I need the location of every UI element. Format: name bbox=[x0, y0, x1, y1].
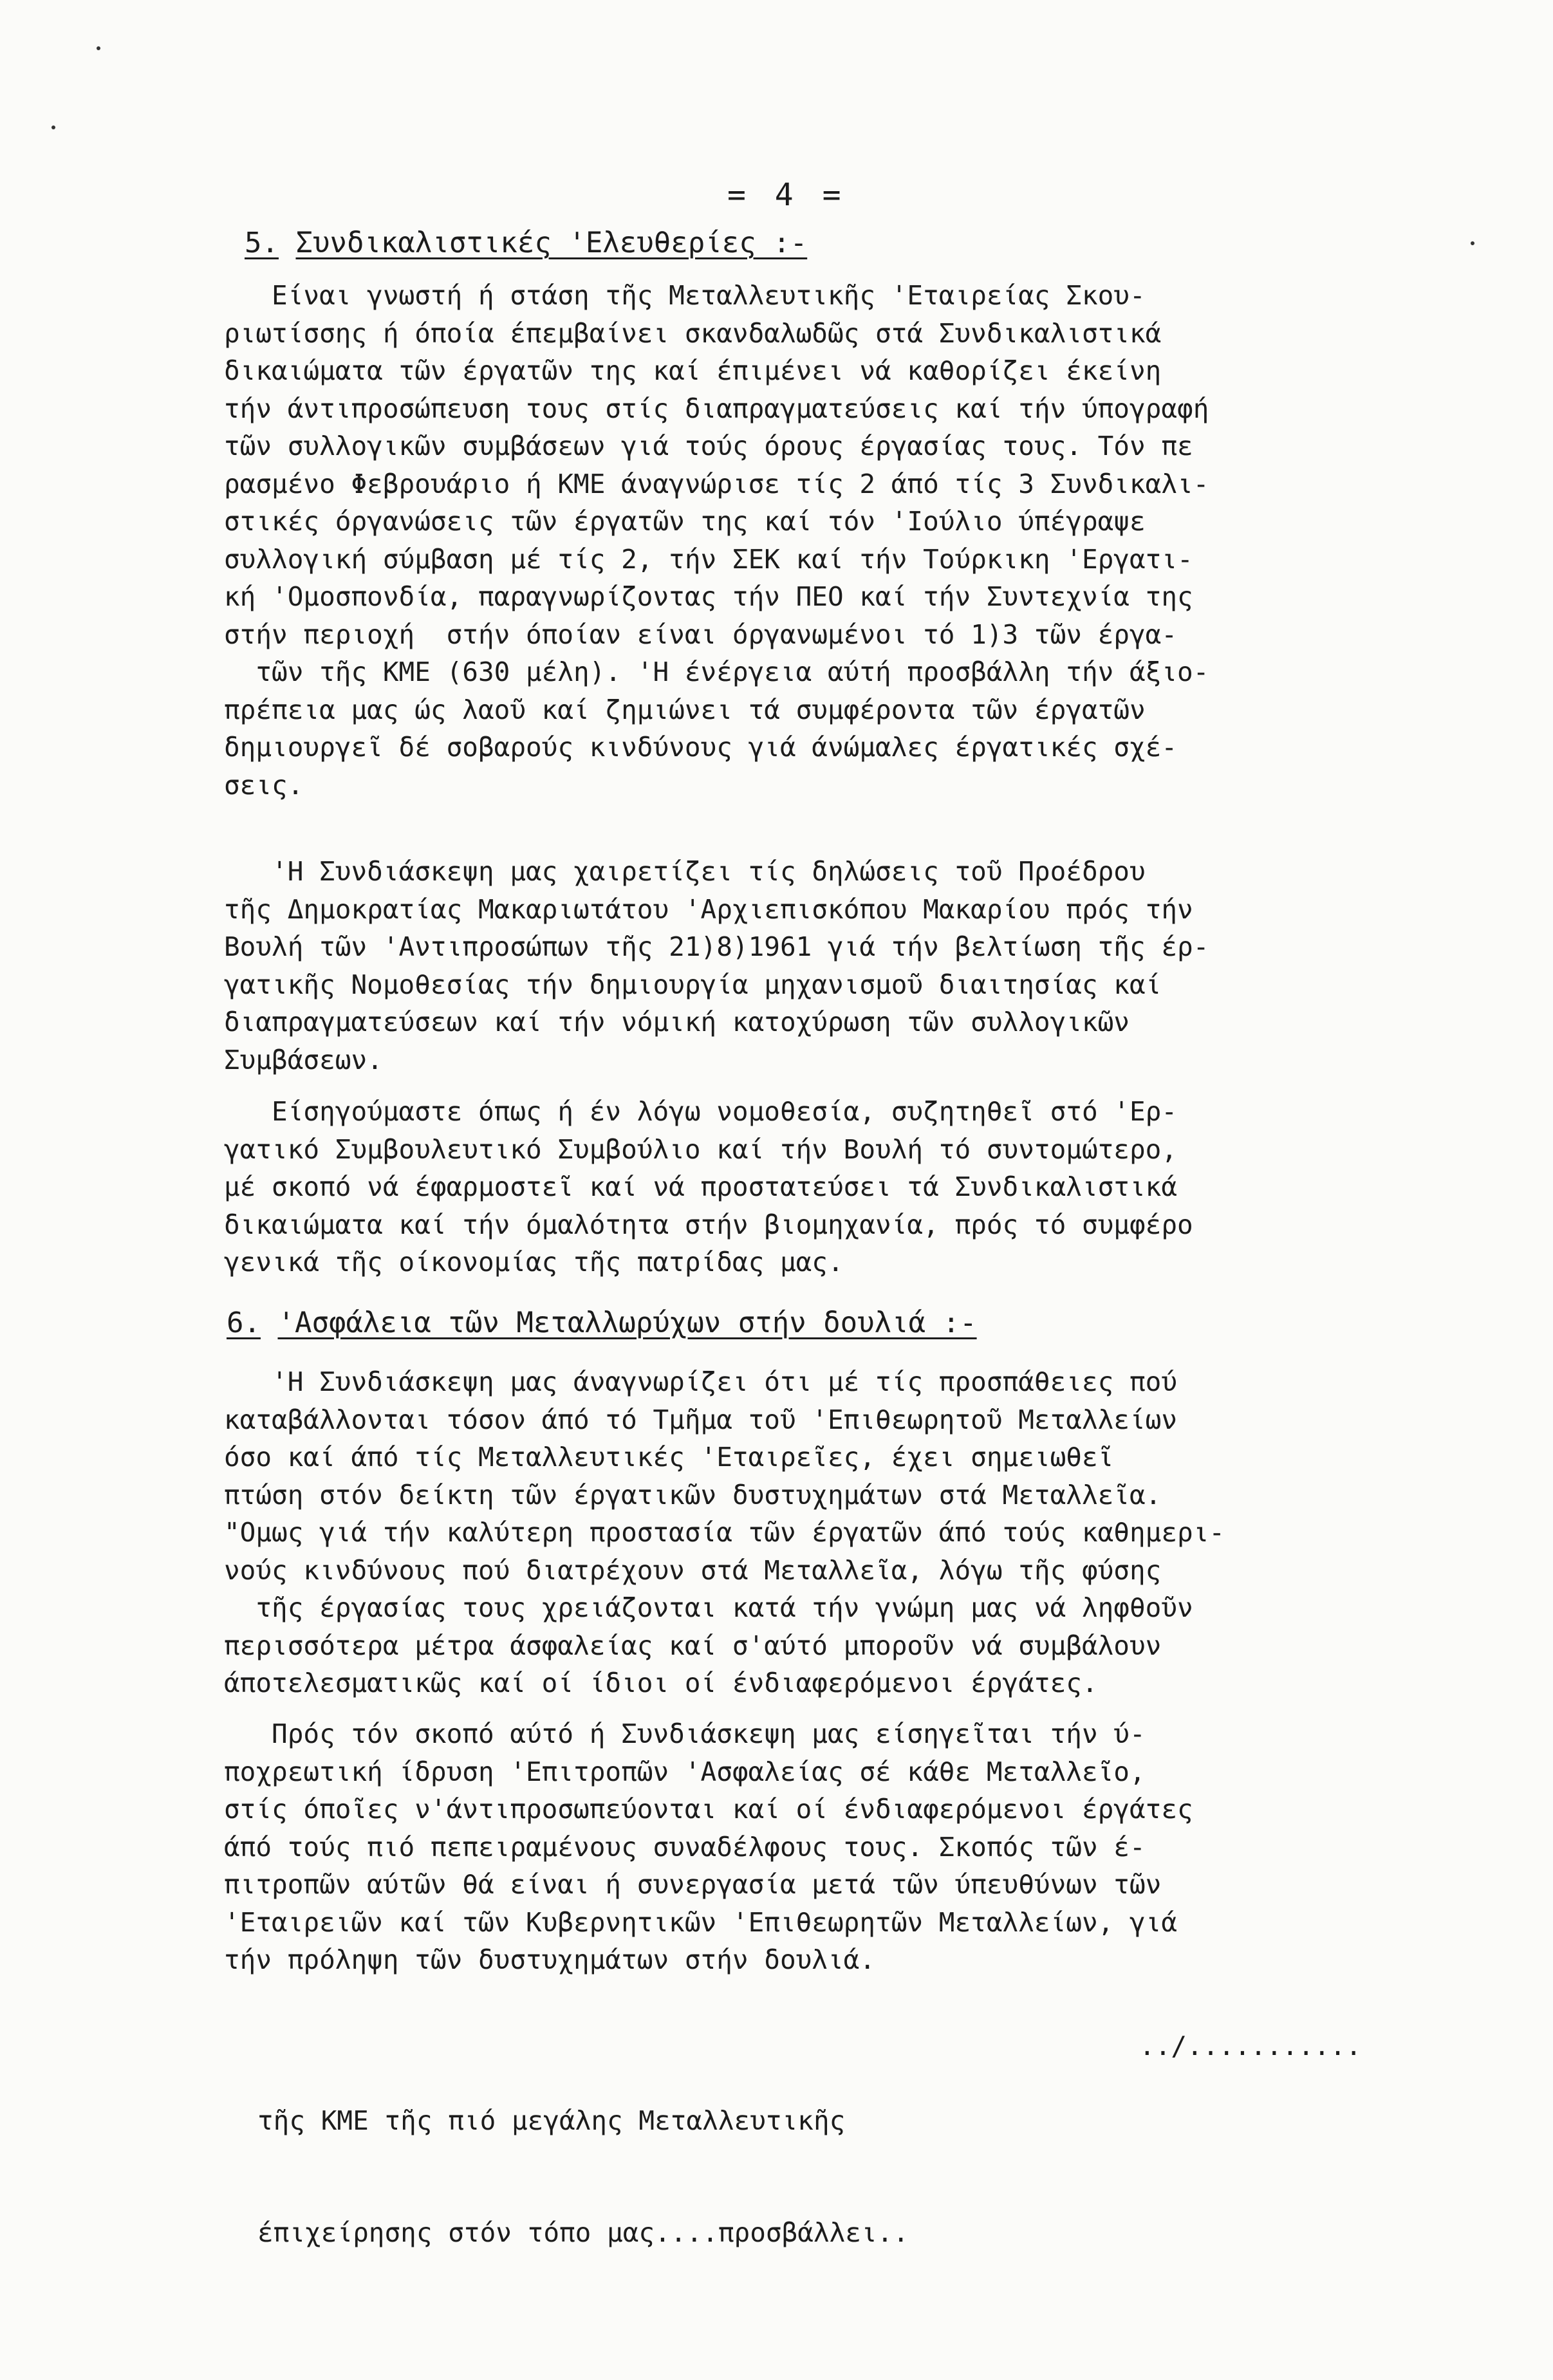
text-line: Είναι γνωστή ή στάση τῆς Μεταλλευτικῆς 'Εταιρείας Σκου- bbox=[224, 280, 1146, 311]
section-6-heading bbox=[227, 1306, 977, 1340]
scan-speck bbox=[51, 126, 55, 129]
page-number: = 4 = bbox=[727, 177, 846, 213]
text-line: 'Η Συνδιάσκεψη μας άναγνωρίζει ότι μέ τίς προσπάθειες πού bbox=[224, 1366, 1178, 1397]
text-line: σεις. bbox=[224, 769, 304, 801]
text-line: Βουλή τῶν 'Αντιπροσώπων τῆς 21)8)1961 γιά τήν βελτίωση τῆς έρ- bbox=[224, 931, 1209, 962]
text-line: 'Η Συνδιάσκεψη μας χαιρετίζει τίς δηλώσεις τοῦ Προέδρου bbox=[224, 856, 1146, 887]
text-line: περισσότερα μέτρα άσφαλείας καί σ'αύτό μποροῦν νά συμβάλουν bbox=[224, 1630, 1162, 1661]
text-line: 'Εταιρειῶν καί τῶν Κυβερνητικῶν 'Επιθεωρητῶν Μεταλλείων, γιά bbox=[224, 1906, 1178, 1938]
text-line: ρασμένο Φεβρουάριο ή ΚΜΕ άναγνώρισε τίς 2 άπό τίς 3 Συνδικαλι- bbox=[224, 468, 1209, 499]
text-line: κή 'Ομοσπονδία, παραγνωρίζοντας τήν ΠΕΟ καί τήν Συντεχνία της bbox=[224, 581, 1193, 612]
text-line: καταβάλλονται τόσον άπό τό Τμῆμα τοῦ 'Επιθεωρητοῦ Μεταλλείων bbox=[224, 1404, 1178, 1435]
footer-line: τῆς ΚΜΕ τῆς πιό μεγάλης Μεταλλευτικῆς bbox=[257, 2105, 846, 2136]
text-line: στικές όργανώσεις τῶν έργατῶν της καί τόν 'Ιούλιο ύπέγραψε bbox=[224, 506, 1146, 537]
text-line: Πρός τόν σκοπό αύτό ή Συνδιάσκεψη μας είσηγεῖται τήν ύ- bbox=[224, 1718, 1146, 1749]
section-6-title: 'Ασφάλεια τῶν Μεταλλωρύχων στήν δουλιά :- bbox=[277, 1306, 977, 1339]
text-line: διαπραγματεύσεων καί τήν νόμική κατοχύρωση τῶν συλλογικῶν bbox=[224, 1007, 1130, 1037]
text-line: στίς όποῖες ν'άντιπροσωπεύονται καί οί ένδιαφερόμενοι έργάτες bbox=[224, 1794, 1193, 1825]
scan-speck bbox=[97, 46, 100, 50]
text-line: στήν περιοχή στήν όποίαν είναι όργανωμένοι τό 1)3 τῶν έργα- bbox=[224, 618, 1178, 650]
text-line: ποχρεωτική ίδρυση 'Επιτροπῶν 'Ασφαλείας σέ κάθε Μεταλλεῖο, bbox=[224, 1756, 1146, 1787]
scan-speck bbox=[1471, 241, 1474, 245]
section-5-title: Συνδικαλιστικές 'Ελευθερίες :- bbox=[295, 227, 808, 259]
text-line: ριωτίσσης ή όποία έπεμβαίνει σκανδαλωδῶς στά Συνδικαλιστικά bbox=[224, 317, 1162, 349]
section-5-paragraph-3 bbox=[224, 1093, 1193, 1281]
text-line: τήν πρόληψη τῶν δυστυχημάτων στήν δουλιά. bbox=[224, 1944, 876, 1975]
text-line: τῆς έργασίας τους χρειάζονται κατά τήν γνώμη μας νά ληφθοῦν bbox=[224, 1592, 1193, 1623]
text-line: δικαιώματα τῶν έργατῶν της καί έπιμένει νά καθορίζει έκείνη bbox=[224, 355, 1162, 386]
text-line: "Ομως γιά τήν καλύτερη προστασία τῶν έργατῶν άπό τούς καθημερι- bbox=[224, 1517, 1225, 1548]
text-line: γατικῆς Νομοθεσίας τήν δημιουργία μηχανισμοῦ διαιτησίας καί bbox=[224, 969, 1162, 1000]
text-line: άπό τούς πιό πεπειραμένους συναδέλφους τους. Σκοπός τῶν έ- bbox=[224, 1831, 1146, 1863]
text-line: τήν άντιπροσώπευση τους στίς διαπραγματεύσεις καί τήν ύπογραφή bbox=[224, 393, 1209, 424]
text-line: πρέπεια μας ώς λαοῦ καί ζημιώνει τά συμφέροντα τῶν έργατῶν bbox=[224, 694, 1146, 725]
section-5-paragraph-1 bbox=[224, 277, 1209, 804]
text-line: συλλογική σύμβαση μέ τίς 2, τήν ΣΕΚ καί τήν Τούρκικη 'Εργατι- bbox=[224, 543, 1193, 575]
footer-line: έπιχείρησης στόν τόπο μας....προσβάλλει.. bbox=[257, 2217, 909, 2248]
text-line: πτώση στόν δείκτη τῶν έργατικῶν δυστυχημάτων στά Μεταλλεῖα. bbox=[224, 1479, 1162, 1511]
text-line: Συμβάσεων. bbox=[224, 1044, 383, 1075]
section-5-paragraph-2 bbox=[224, 853, 1209, 1079]
section-6-paragraph-1 bbox=[224, 1363, 1225, 1702]
text-line: νούς κινδύνους πού διατρέχουν στά Μεταλλεῖα, λόγω τῆς φύσης bbox=[224, 1554, 1162, 1586]
footer-continuation-marker: ../........... bbox=[1139, 2031, 1362, 2061]
text-line: γατικό Συμβουλευτικό Συμβούλιο καί τήν Βουλή τό συντομώτερο, bbox=[224, 1133, 1178, 1165]
text-line: άποτελεσματικῶς καί οί ίδιοι οί ένδιαφερόμενοι έργάτες. bbox=[224, 1668, 1098, 1698]
text-line: τῆς Δημοκρατίας Μακαριωτάτου 'Αρχιεπισκόπου Μακαρίου πρός τήν bbox=[224, 893, 1193, 925]
text-line: Είσηγούμαστε όπως ή έν λόγω νομοθεσία, συζητηθεῖ στό 'Ερ- bbox=[224, 1096, 1178, 1127]
text-line: πιτροπῶν αύτῶν θά είναι ή συνεργασία μετά τῶν ύπευθύνων τῶν bbox=[224, 1869, 1162, 1900]
text-line: γενικά τῆς οίκονομίας τῆς πατρίδας μας. bbox=[224, 1247, 844, 1278]
footer-continuation bbox=[257, 2027, 909, 2326]
section-6-paragraph-2 bbox=[224, 1715, 1193, 1979]
text-line: τῶν συλλογικῶν συμβάσεων γιά τούς όρους έργασίας τους. Τόν πε bbox=[224, 431, 1193, 461]
text-line: δικαιώματα καί τήν όμαλότητα στήν βιομηχανία, πρός τό συμφέρο bbox=[224, 1209, 1193, 1240]
text-line: τῶν τῆς ΚΜΕ (630 μέλη). 'Η ένέργεια αύτή προσβάλλη τήν άξιο- bbox=[224, 656, 1209, 687]
text-line: όσο καί άπό τίς Μεταλλευτικές 'Εταιρεῖες, έχει σημειωθεῖ bbox=[224, 1442, 1114, 1473]
text-line: μέ σκοπό νά έφαρμοστεῖ καί νά προστατεύσει τά Συνδικαλιστικά bbox=[224, 1171, 1178, 1202]
section-5-heading bbox=[245, 227, 807, 260]
section-5-number: 5. bbox=[245, 227, 279, 259]
section-6-number: 6. bbox=[227, 1306, 261, 1339]
text-line: δημιουργεῖ δέ σοβαρούς κινδύνους γιά άνώμαλες έργατικές σχέ- bbox=[224, 732, 1178, 763]
